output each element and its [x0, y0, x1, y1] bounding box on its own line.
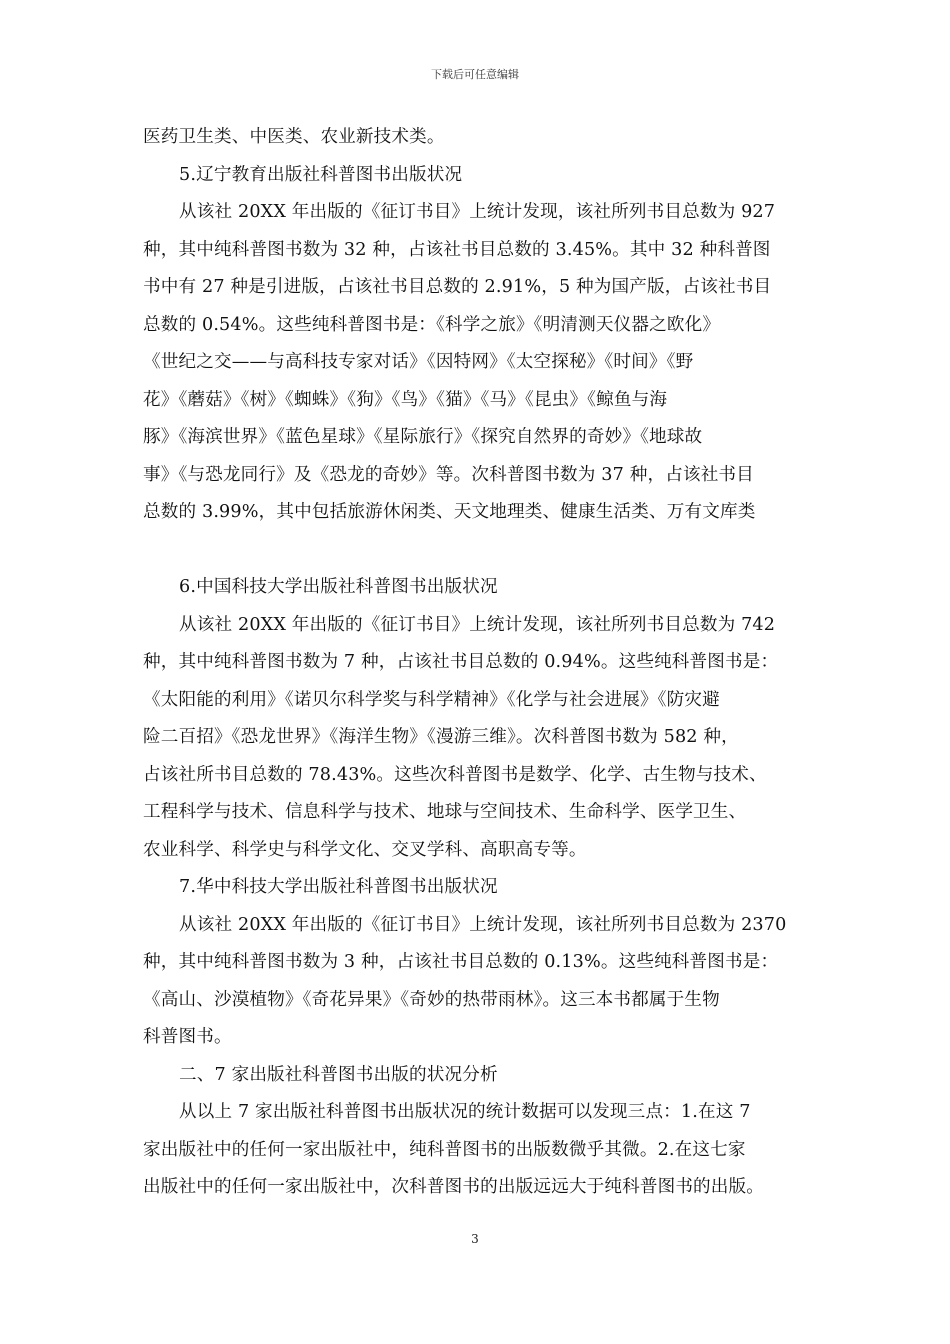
text-line: 事》《与恐龙同行》及《恐龙的奇妙》等。次科普图书数为 37 种，占该社书目	[143, 464, 754, 485]
text-line: 占该社所书目总数的 78.43%。这些次科普图书是数学、化学、古生物与技术、	[143, 764, 767, 785]
page-header: 下载后可任意编辑	[431, 68, 519, 81]
paragraph-gap	[143, 532, 811, 570]
section-heading-5: 5.辽宁教育出版社科普图书出版状况	[179, 164, 463, 185]
text-line: 种，其中纯科普图书数为 3 种，占该社书目总数的 0.13%。这些纯科普图书是：	[143, 952, 779, 972]
text-line: 总数的 3.99%，其中包括旅游休闲类、天文地理类、健康生活类、万有文库类	[143, 502, 756, 522]
text-line: 《高山、沙漠植物》《奇花异果》《奇妙的热带雨林》。这三本书都属于生物	[143, 989, 720, 1010]
text-line: 从该社 20XX 年出版的《征订书目》上统计发现，该社所列书目总数为 2370	[179, 914, 787, 935]
text-line: 从该社 20XX 年出版的《征订书目》上统计发现，该社所列书目总数为 742	[179, 614, 776, 635]
text-line: 《太阳能的利用》《诺贝尔科学奖与科学精神》《化学与社会进展》《防灾避	[143, 689, 720, 710]
text-line: 从以上 7 家出版社科普图书出版状况的统计数据可以发现三点：1.在这 7	[179, 1102, 751, 1122]
text-line: 花》《蘑菇》《树》《蜘蛛》《狗》《鸟》《猫》《马》《昆虫》《鲸鱼与海	[143, 389, 668, 410]
text-line: 书中有 27 种是引进版，占该社书目总数的 2.91%，5 种为国产版，占该社书目	[143, 277, 772, 297]
section-heading-7: 7.华中科技大学出版社科普图书出版状况	[179, 877, 498, 897]
text-line: 科普图书。	[143, 1027, 232, 1047]
text-line: 工程科学与技术、信息科学与技术、地球与空间技术、生命科学、医学卫生、	[143, 802, 747, 822]
text-line: 农业科学、科学史与科学文化、交叉学科、高职高专等。	[143, 839, 587, 860]
text-line: 医药卫生类、中医类、农业新技术类。	[143, 127, 445, 147]
text-line: 总数的 0.54%。这些纯科普图书是：《科学之旅》《明清测天仪器之欧化》	[143, 314, 721, 335]
text-line: 出版社中的任何一家出版社中，次科普图书的出版远远大于纯科普图书的出版。	[143, 1177, 765, 1197]
text-line: 险二百招》《恐龙世界》《海洋生物》《漫游三维》。次科普图书数为 582 种，	[143, 727, 739, 747]
text-line: 家出版社中的任何一家出版社中，纯科普图书的出版数微乎其微。2.在这七家	[143, 1139, 746, 1160]
section-heading-2: 二、7 家出版社科普图书出版的状况分析	[179, 1064, 498, 1085]
text-line: 从该社 20XX 年出版的《征订书目》上统计发现，该社所列书目总数为 927	[179, 202, 776, 222]
text-line: 豚》《海滨世界》《蓝色星球》《星际旅行》《探究自然界的奇妙》《地球故	[143, 427, 703, 447]
text-line: 种，其中纯科普图书数为 32 种，占该社书目总数的 3.45%。其中 32 种科普图	[143, 239, 771, 260]
text-line: 种，其中纯科普图书数为 7 种，占该社书目总数的 0.94%。这些纯科普图书是：	[143, 652, 779, 672]
section-heading-6: 6.中国科技大学出版社科普图书出版状况	[179, 577, 498, 597]
text-line: 《世纪之交——与高科技专家对话》《因特网》《太空探秘》《时间》《野	[143, 352, 694, 372]
page-number: 3	[471, 1232, 479, 1246]
document-body	[143, 119, 811, 1207]
